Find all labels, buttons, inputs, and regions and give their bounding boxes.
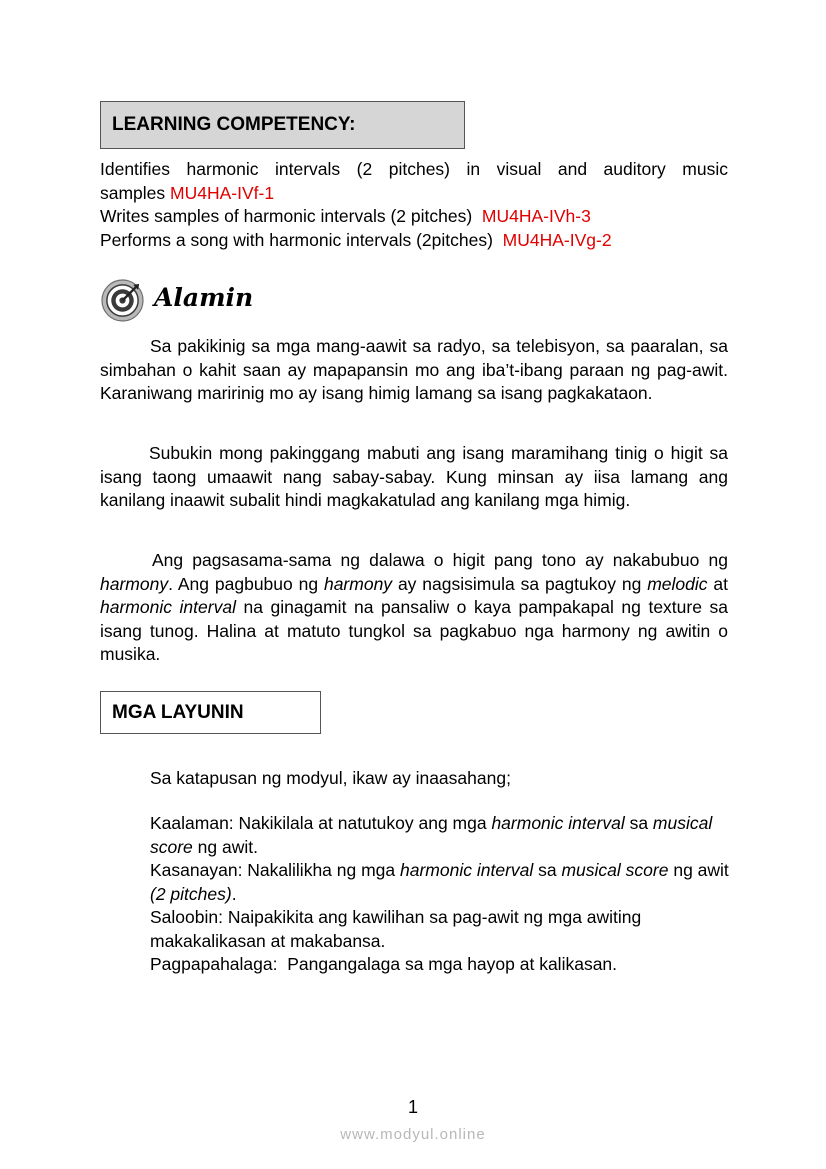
- learning-competency-heading-text: LEARNING COMPETENCY:: [112, 114, 356, 135]
- kaalaman-text-e: ng awit.: [192, 836, 258, 857]
- kaalaman-text-a: Kaalaman: Nakikilala at natutukoy ang mga: [150, 813, 492, 833]
- mga-layunin-heading-text: MGA LAYUNIN: [112, 701, 244, 723]
- competency-item-2: [100, 205, 728, 229]
- competency-code-3: MU4HA-IVg-2: [502, 229, 612, 250]
- kasanayan-term-3: (2 pitches): [150, 883, 232, 904]
- watermark: www.modyul.online: [340, 1126, 486, 1143]
- p3-term-harmony-2: harmony: [323, 573, 393, 594]
- objective-kasanayan: [150, 859, 740, 906]
- competency-item-3: [100, 229, 728, 253]
- kasanayan-text-e: ng awit: [668, 860, 729, 880]
- competency-item-1-line1: Identifies harmonic intervals (2 pitches) in visual and auditory music: [100, 159, 728, 179]
- objective-kaalaman: [150, 812, 740, 859]
- p3-text-c: . Ang pagbubuo ng: [168, 573, 324, 594]
- competency-list: [100, 158, 728, 252]
- page-number: 1: [407, 1097, 418, 1117]
- kasanayan-term-1: harmonic interval: [400, 860, 534, 880]
- p3-term-melodic: melodic: [647, 573, 708, 594]
- p3-text-i: na ginagamit na pansaliw o kaya pampakapal ng texture sa isang tunog. Halina at matuto tungkol sa pagkabuo nga harmony ng awitin o musika.: [100, 597, 728, 664]
- competency-item-2-text: Writes samples of harmonic intervals (2 pitches): [100, 206, 482, 226]
- competency-item-1-line2: [100, 182, 728, 206]
- competency-item-1-text2: samples: [100, 182, 171, 203]
- objective-pagpapahalaga: Pagpapahalaga: Pangangalaga sa mga hayop at kalikasan.: [150, 954, 618, 974]
- p3-text-a: Ang pagsasama-sama ng dalawa o higit pang tono ay nakabubuo ng: [152, 550, 728, 570]
- mga-layunin-heading: [100, 691, 321, 734]
- alamin-title: Alamin: [154, 283, 254, 312]
- kaalaman-text-c: sa: [624, 813, 653, 833]
- p3-text-g: at: [707, 573, 728, 594]
- p3-term-harmonic-interval: harmonic interval: [100, 597, 236, 617]
- kasanayan-text-a: Kasanayan: Nakalilikha ng mga: [150, 860, 401, 880]
- competency-code-2: MU4HA-IVh-3: [481, 206, 591, 226]
- objectives-list: [150, 812, 740, 977]
- p3-term-harmony-1: harmony: [100, 573, 169, 594]
- objective-saloobin: Saloobin: Naipakikita ang kawilihan sa pag-awit ng mga awiting makakalikasan at makabansa.: [150, 907, 642, 951]
- competency-code-1: MU4HA-IVf-1: [170, 182, 275, 203]
- kasanayan-text-c: sa: [533, 860, 562, 880]
- competency-item-3-text: Performs a song with harmonic intervals (2pitches): [100, 229, 503, 250]
- kaalaman-term-1: harmonic interval: [491, 813, 625, 833]
- alamin-paragraph-3: [100, 549, 728, 667]
- target-icon: [101, 279, 144, 322]
- learning-competency-heading: [100, 101, 465, 149]
- kasanayan-text-g: .: [231, 883, 237, 904]
- layunin-intro: Sa katapusan ng modyul, ikaw ay inaasahang;: [150, 768, 511, 788]
- kasanayan-term-2: musical score: [561, 860, 669, 880]
- kaalaman-term-2: musical score: [150, 813, 713, 857]
- p3-text-e: ay nagsisimula sa pagtukoy ng: [392, 573, 648, 594]
- alamin-paragraph-2: Subukin mong pakinggang mabuti ang isang maramihang tinig o higit sa isang taong umaawit nang sabay-sabay. Kung minsan ay iisa lamang ang kanilang inaawit subalit hindi magkakatulad ang kanilang mga himig.: [100, 443, 728, 510]
- alamin-paragraph-1: Sa pakikinig sa mga mang-aawit sa radyo, sa telebisyon, sa paaralan, sa simbahan o kahit saan ay mapapansin mo ang iba’t-ibang paraan ng pag-awit. Karaniwang maririnig mo ay isang himig lamang sa isang pagkakataon.: [100, 336, 728, 403]
